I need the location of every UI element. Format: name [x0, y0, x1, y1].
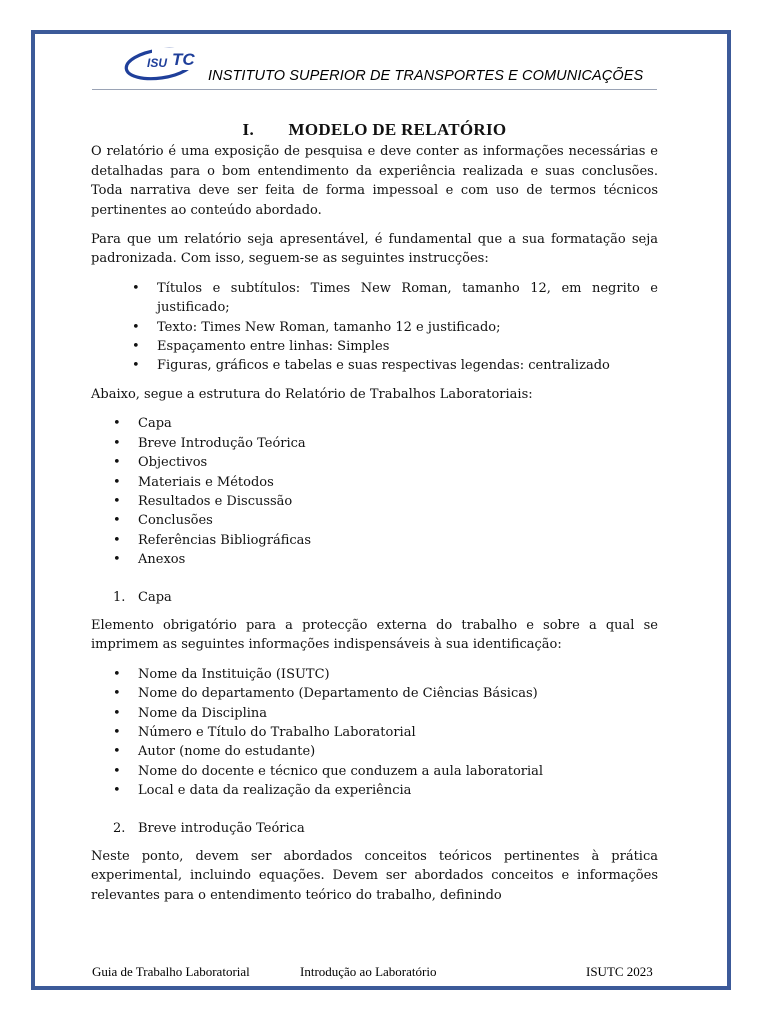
list-item: • Nome do departamento (Departamento de Ciências Básicas): [91, 684, 658, 703]
intro-teorica-paragraph: Neste ponto, devem ser abordados conceitos teóricos pertinentes à prática experimental, incluindo equações. Devem ser abordados conceitos e informações relevantes para o entendimento teórico do trabalho, definindo: [91, 849, 658, 903]
footer-center: Introdução ao Laboratório: [300, 964, 437, 979]
subsection-title: Capa: [138, 589, 172, 605]
section-title: [91, 120, 658, 139]
footer-left: Guia de Trabalho Laboratorial: [92, 964, 250, 979]
bullet-icon: •: [113, 763, 121, 779]
svg-text:TC: TC: [172, 50, 195, 69]
bullet-icon: •: [113, 532, 121, 548]
bullet-icon: •: [132, 280, 140, 296]
list-item: • Figuras, gráficos e tabelas e suas respectivas legendas: centralizado: [91, 356, 658, 375]
subsection-number: 2.: [113, 820, 126, 836]
list-item: • Referências Bibliográficas: [91, 531, 658, 550]
list-item: • Nome da Instituição (ISUTC): [91, 665, 658, 684]
intro-paragraph: O relatório é uma exposição de pesquisa e deve conter as informações necessárias e detalhadas para o bom entendimento da experiência realizada e suas conclusões. Toda narrativa deve ser feita de forma impessoal e com uso de termos técnicos pertinentes ao conteúdo abordado.: [91, 144, 658, 218]
subsection-heading-introducao: [91, 819, 658, 838]
institute-name: INSTITUTO SUPERIOR DE TRANSPORTES E COMUNICAÇÕES: [208, 68, 644, 84]
list-item: • Número e Título do Trabalho Laboratorial: [91, 723, 658, 742]
subsection-title: Breve introdução Teórica: [138, 820, 305, 836]
list-item: • Nome do docente e técnico que conduzem a aula laboratorial: [91, 762, 658, 781]
bullet-icon: •: [113, 513, 121, 529]
capa-items-list: [91, 665, 658, 801]
bullet-icon: •: [113, 493, 121, 509]
list-item: • Autor (nome do estudante): [91, 742, 658, 761]
bullet-icon: •: [113, 552, 121, 568]
bullet-icon: •: [113, 783, 121, 799]
list-item: • Anexos: [91, 550, 658, 569]
list-item: • Breve Introdução Teórica: [91, 434, 658, 453]
list-item: • Materiais e Métodos: [91, 473, 658, 492]
bullet-icon: •: [113, 686, 121, 702]
list-item: • Local e data da realização da experiência: [91, 781, 658, 800]
capa-paragraph: Elemento obrigatório para a protecção externa do trabalho e sobre a qual se imprimem as seguintes informações indispensáveis à sua identificação:: [91, 617, 658, 653]
list-item: • Texto: Times New Roman, tamanho 12 e justificado;: [91, 318, 658, 337]
bullet-icon: •: [113, 705, 121, 721]
list-item: • Resultados e Discussão: [91, 492, 658, 511]
list-item: • Títulos e subtítulos: Times New Roman, tamanho 12, em negrito e justificado;: [132, 280, 658, 316]
bullet-icon: •: [132, 339, 140, 355]
header-divider: [92, 89, 657, 90]
format-rules-list: [91, 279, 658, 376]
bullet-icon: •: [113, 474, 121, 490]
bullet-icon: •: [132, 319, 140, 335]
bullet-icon: •: [113, 455, 121, 471]
svg-text:ISU: ISU: [147, 56, 168, 70]
structure-list: [91, 414, 658, 569]
section-title-text: MODELO DE RELATÓRIO: [288, 120, 507, 139]
bullet-icon: •: [113, 744, 121, 760]
list-item: • Espaçamento entre linhas: Simples: [91, 337, 658, 356]
list-item: • Capa: [91, 414, 658, 433]
bullet-icon: •: [113, 416, 121, 432]
bullet-icon: •: [113, 435, 121, 451]
bullet-icon: •: [132, 358, 140, 374]
list-item: • Nome da Disciplina: [91, 704, 658, 723]
structure-paragraph: Abaixo, segue a estrutura do Relatório de Trabalhos Laboratoriais:: [91, 386, 533, 402]
list-item: • Conclusões: [91, 511, 658, 530]
document-body: [91, 120, 658, 915]
isutc-logo: [122, 44, 204, 82]
subsection-heading-capa: [91, 588, 658, 607]
footer-right: ISUTC 2023: [586, 964, 653, 979]
section-number: I.: [242, 120, 254, 139]
bullet-icon: •: [113, 724, 121, 740]
subsection-number: 1.: [113, 589, 126, 605]
list-item: • Objectivos: [91, 453, 658, 472]
bullet-icon: •: [113, 666, 121, 682]
format-paragraph: Para que um relatório seja apresentável, é fundamental que a sua formatação seja padronizada. Com isso, seguem-se as seguintes instrucções:: [91, 232, 658, 267]
